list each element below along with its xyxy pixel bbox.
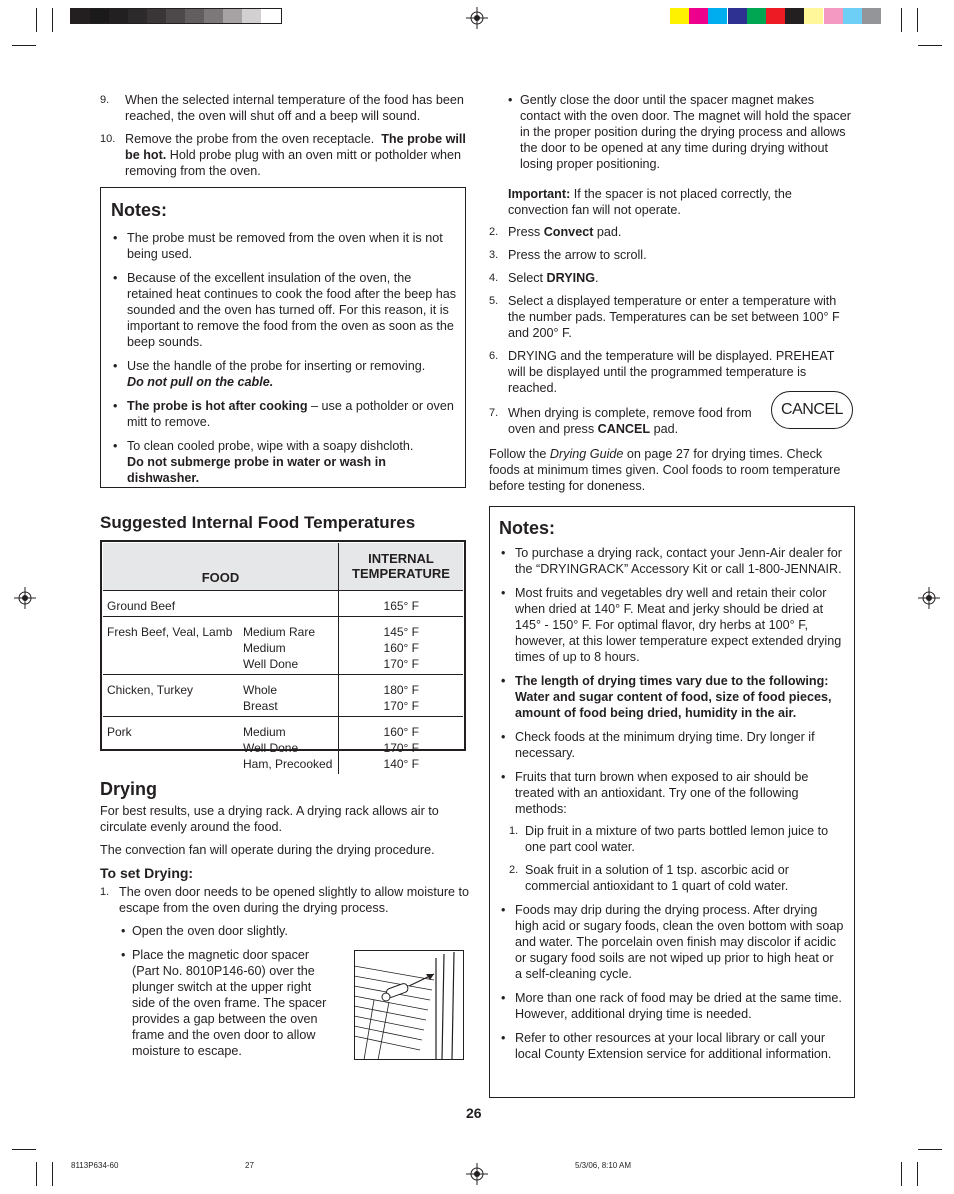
- color-swatch: [670, 8, 689, 24]
- gray-swatch: [223, 9, 242, 23]
- drying-bullet-open-door: • Open the oven door slightly.: [119, 923, 470, 939]
- cancel-pad-graphic: CANCEL: [771, 391, 853, 429]
- color-swatch: [862, 8, 881, 24]
- gray-swatch: [71, 9, 90, 23]
- color-swatch: [747, 8, 766, 24]
- footer-code: 8113P634-60: [71, 1161, 119, 1170]
- gray-swatch-bar: [70, 8, 282, 24]
- table-row: Chicken, Turkey Whole Breast 180° F 170° F: [103, 674, 463, 716]
- gray-swatch: [128, 9, 147, 23]
- note-item: • Refer to other resources at your local library or call your local County Extension service for additional information.: [499, 1030, 844, 1062]
- step-9: 9. When the selected internal temperature of the food has been reached, the oven will shut off and a beep will sound.: [100, 93, 464, 123]
- drying-bullet-close-door: • Gently close the door until the spacer magnet makes contact with the oven door. The magnet will hold the spacer in the proper position during the drying process and allows the door to be opened at any time during drying without losing proper positioning.: [506, 92, 855, 172]
- registration-mark-left: [14, 587, 36, 609]
- temps-table-frame: [100, 540, 466, 771]
- note-item: • The length of drying times vary due to the following: Water and sugar content of food, size of food pieces, amount of food being dried, humidity in the air.: [499, 673, 844, 721]
- color-swatch-bar: [670, 8, 882, 24]
- drying-notes-box: [489, 506, 855, 1098]
- gray-swatch: [90, 9, 109, 23]
- drying-step-2: 2. Press Convect pad.: [489, 225, 622, 239]
- table-row: Pork Medium Well Done Ham, Precooked 160° F 170° F 140° F: [103, 716, 463, 774]
- method-1: 1. Dip fruit in a mixture of two parts bottled lemon juice to one part cool water.: [509, 824, 829, 854]
- drying-step-1: 1. The oven door needs to be opened slightly to allow moisture to escape from the oven during the drying process.: [100, 885, 470, 915]
- gray-swatch: [242, 9, 261, 23]
- temps-table: FOOD INTERNAL TEMPERATURE Ground Beef 165° F Fresh Beef, Veal, Lamb Medium Rare Medium Well Done 145° F 160° F 170° F Chicken, Turkey Whole Breast 180° F 170° F Pork Medium Well Done Ham, Precooked 160° F 170° F 140° F: [103, 543, 463, 774]
- gray-swatch: [166, 9, 185, 23]
- color-swatch: [708, 8, 727, 24]
- gray-swatch: [147, 9, 166, 23]
- drying-bullet-place-spacer: • Place the magnetic door spacer (Part No. 8010P146-60) over the plunger switch at the upper right side of the oven frame. The spacer provides a gap between the oven frame and the oven door to allow moisture to escape.: [119, 947, 337, 1059]
- drying-step-3: 3. Press the arrow to scroll.: [489, 248, 647, 262]
- gray-swatch: [185, 9, 204, 23]
- color-swatch: [804, 8, 823, 24]
- important-note: Important: If the spacer is not placed correctly, the convection fan will not operate.: [508, 187, 792, 217]
- color-swatch: [766, 8, 785, 24]
- color-swatch: [843, 8, 862, 24]
- footer-date: 5/3/06, 8:10 AM: [575, 1161, 632, 1170]
- probe-notes-box: [100, 187, 466, 488]
- note-item: • Use the handle of the probe for inserting or removing. Do not pull on the cable.: [111, 358, 457, 390]
- page-number: 26: [466, 1105, 482, 1121]
- follow-drying-guide: Follow the Drying Guide on page 27 for drying times. Check foods at minimum times given. Cool foods to room temperature before testing for doneness.: [489, 447, 841, 493]
- color-swatch: [824, 8, 843, 24]
- door-spacer-illustration: [354, 950, 464, 1060]
- registration-mark-right: [918, 587, 940, 609]
- note-item: • Foods may drip during the drying process. After drying high acid or sugary foods, clean the oven bottom with soap and water. The porcelain oven finish may discolor if acidic or sugary food soils are not wiped up prior to high heat or a self-cleaning cycle.: [499, 902, 844, 982]
- table-row: Fresh Beef, Veal, Lamb Medium Rare Medium Well Done 145° F 160° F 170° F: [103, 616, 463, 674]
- to-set-drying: To set Drying:: [100, 865, 194, 881]
- drying-title: Drying: [100, 779, 158, 799]
- note-item: • To purchase a drying rack, contact your Jenn-Air dealer for the “DRYINGRACK” Accessory Kit or call 1-800-JENNAIR.: [499, 545, 844, 577]
- note-item: • The probe is hot after cooking – use a potholder or oven mitt to remove.: [111, 398, 457, 430]
- note-item: • To clean cooled probe, wipe with a soapy dishcloth. Do not submerge probe in water or wash in dishwasher.: [111, 438, 457, 486]
- temps-title: Suggested Internal Food Temperatures: [100, 513, 416, 532]
- method-2: 2. Soak fruit in a solution of 1 tsp. ascorbic acid or commercial antioxidant to 1 quart of cold water.: [509, 863, 789, 893]
- left-column: [100, 92, 470, 1067]
- gray-swatch: [109, 9, 128, 23]
- note-item: • Check foods at the minimum drying time. Dry longer if necessary.: [499, 729, 844, 761]
- drying-fan-note: The convection fan will operate during the drying procedure.: [100, 843, 435, 857]
- note-item: • The probe must be removed from the oven when it is not being used.: [111, 230, 457, 262]
- color-swatch: [689, 8, 708, 24]
- gray-swatch: [204, 9, 223, 23]
- note-item: • Most fruits and vegetables dry well and retain their color when dried at 140° F. Meat and jerky should be dried at 145° - 150° F. For optimal flavor, dry herbs at 100° F, however, at this lower temperature expect extended drying times of up to 8 hours.: [499, 585, 844, 665]
- gray-swatch: [261, 9, 280, 23]
- drying-step-5: 5. Select a displayed temperature or enter a temperature with the number pads. Temperatures can be set between 100° F and 200° F.: [489, 294, 840, 340]
- right-column: [489, 92, 855, 1098]
- drying-step-4: 4. Select DRYING.: [489, 271, 599, 285]
- note-item: • Because of the excellent insulation of the oven, the retained heat continues to cook the food after the beep has sounded and the oven has turned off. For this reason, it is important to remove the food from the oven as soon as the beep sounds.: [111, 270, 457, 350]
- color-swatch: [728, 8, 747, 24]
- note-item: • More than one rack of food may be dried at the same time. However, additional drying time is needed.: [499, 990, 844, 1022]
- footer-page: 27: [245, 1161, 254, 1170]
- drying-intro: For best results, use a drying rack. A drying rack allows air to circulate evenly around the food.: [100, 804, 439, 834]
- drying-step-6: 6. DRYING and the temperature will be displayed. PREHEAT will be displayed until the programmed temperature is reached.: [489, 349, 835, 395]
- drying-step-7: 7. When drying is complete, remove food from oven and press CANCEL pad.: [489, 406, 752, 436]
- step-10: 10. Remove the probe from the oven receptacle. The probe will be hot. Hold probe plug with an oven mitt or potholder when removing from the oven.: [100, 132, 466, 178]
- registration-mark-top: [466, 7, 488, 29]
- registration-mark-bottom: [466, 1163, 488, 1185]
- color-swatch: [785, 8, 804, 24]
- notes-title: Notes:: [499, 518, 556, 538]
- note-item: • Fruits that turn brown when exposed to air should be treated with an antioxidant. Try one of the following methods:: [499, 769, 844, 817]
- notes-title: Notes:: [111, 200, 168, 220]
- table-row: Ground Beef 165° F: [103, 590, 463, 616]
